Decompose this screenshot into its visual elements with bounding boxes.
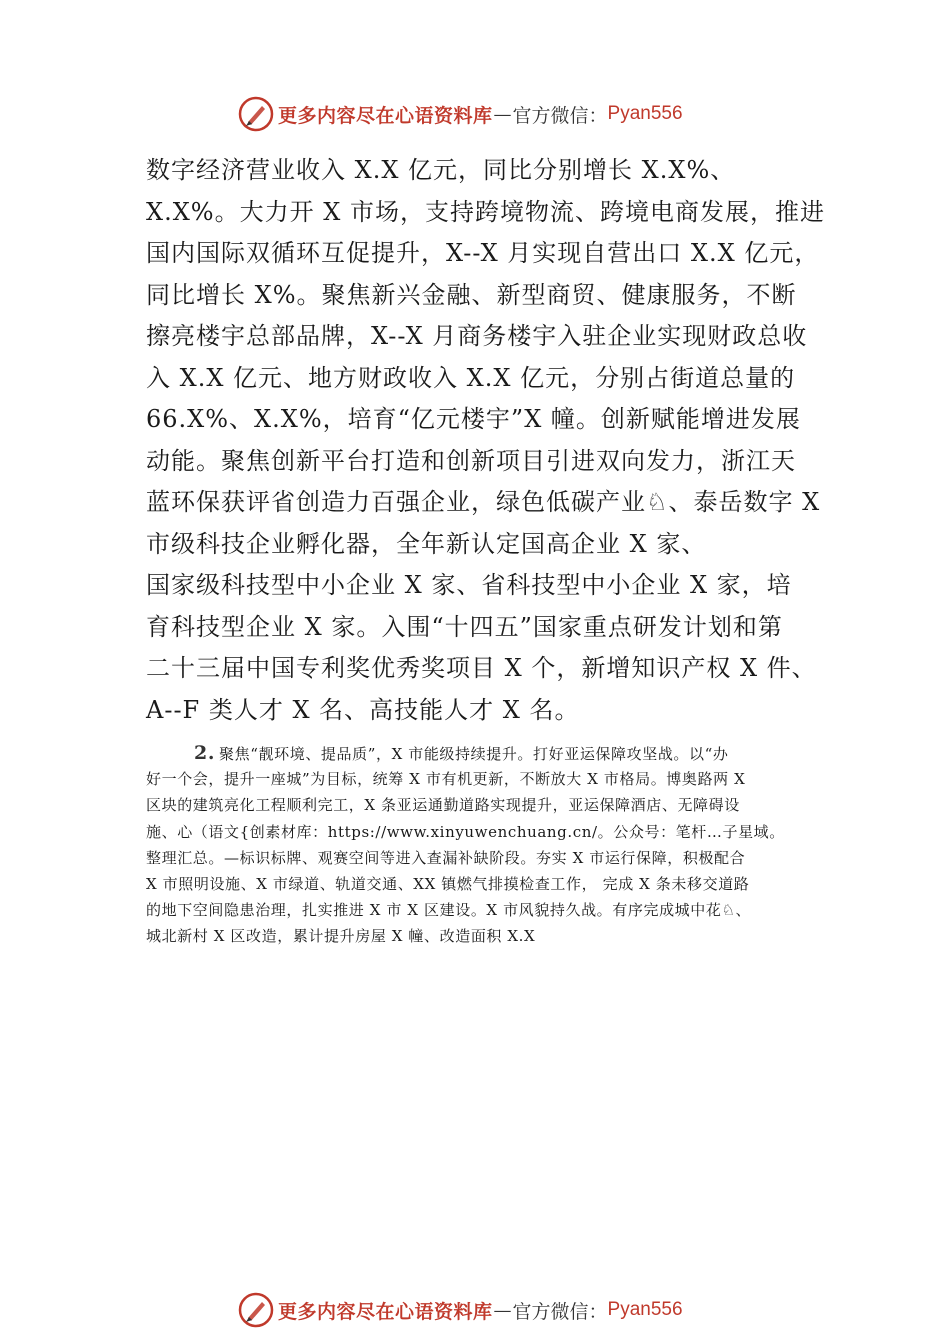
text-line: X.X%。大力开 X 市场，支持跨境物流、跨境电商发展，推进 [146,197,825,226]
text-line: 二十三届中国专利奖优秀奖项目 X 个，新增知识产权 X 件、 [146,654,817,682]
section-number: 2. [194,742,216,764]
text-line: 好一个会，提升一座城”为目标，统筹 X 市有机更新，不断放大 X 市格局。博奥路两 X [146,770,746,789]
pen-logo-icon [238,96,274,132]
section-2-first-line [146,740,816,766]
text-line: 擦亮楼宇总部品牌，X--X 月商务楼宇入驻企业实现财政总收 [146,322,808,350]
text-line: 蓝环保获评省创造力百强企业，绿色低碳产业♘、泰岳数字 X [146,488,821,516]
text-line: 区块的建筑亮化工程顺利完工，X 条亚运通勤道路实现提升，亚运保障酒店、无障碍设 [146,796,740,815]
section-2-heading-text: 聚焦“靓环境、提品质”，X 市能级持续提升。打好亚运保障攻坚战。以“办 [219,745,729,763]
banner-separator: — [493,103,512,125]
banner-separator: — [493,1299,512,1321]
text-line: 的地下空间隐患治理，扎实推进 X 市 X 区建设。X 市风貌持久战。有序完成城中花♘、 [146,901,752,920]
banner-title: 更多内容尽在心语资料库 [278,1300,493,1323]
text-line: 国家级科技型中小企业 X 家、省科技型中小企业 X 家，培 [146,571,792,599]
header-banner [238,94,758,134]
banner-wechat-id: Pyan556 [607,1299,683,1320]
banner-wechat-label: 官方微信： [512,104,608,127]
text-line: 国内国际双循环互促提升，X--X 月实现自营出口 X.X 亿元， [146,239,820,267]
text-line: 入 X.X 亿元、地方财政收入 X.X 亿元，分别占街道总量的 [146,363,796,392]
text-line: A--F 类人才 X 名、高技能人才 X 名。 [146,695,580,724]
section-2-paragraph [146,740,816,950]
main-paragraph [146,150,826,731]
footer-banner [238,1290,758,1330]
text-line: 整理汇总。—标识标牌、观赛空间等进入查漏补缺阶段。夯实 X 市运行保障，积极配合 [146,848,746,867]
banner-wechat-id: Pyan556 [607,103,683,124]
text-line: 市级科技企业孵化器，全年新认定国高企业 X 家、 [146,529,707,558]
text-line: 育科技型企业 X 家。入围“十四五”国家重点研发计划和第 [146,612,783,641]
text-line: 动能。聚焦创新平台打造和创新项目引进双向发力，浙江天 [146,446,796,475]
banner-title: 更多内容尽在心语资料库 [278,104,493,127]
pen-logo-icon [238,1292,274,1328]
text-line: 数字经济营业收入 X.X 亿元，同比分别增长 X.X%、 [146,156,736,184]
banner-wechat-label: 官方微信： [512,1300,608,1323]
text-line: 城北新村 X 区改造，累计提升房屋 X 幢、改造面积 X.X [146,927,536,946]
text-line: 施、心（语文{创素材库：https://www.xinyuwenchuang.cn/。公众号：笔杆…子星域。 [146,822,785,841]
text-line: 同比增长 X%。聚焦新兴金融、新型商贸、健康服务，不断 [146,280,797,309]
text-line: X 市照明设施、X 市绿道、轨道交通、XX 镇燃气排摸检查工作， 完成 X 条未移交道路 [146,874,750,893]
text-line: 66.X%、X.X%，培育“亿元楼宇”X 幢。创新赋能增进发展 [146,405,801,433]
